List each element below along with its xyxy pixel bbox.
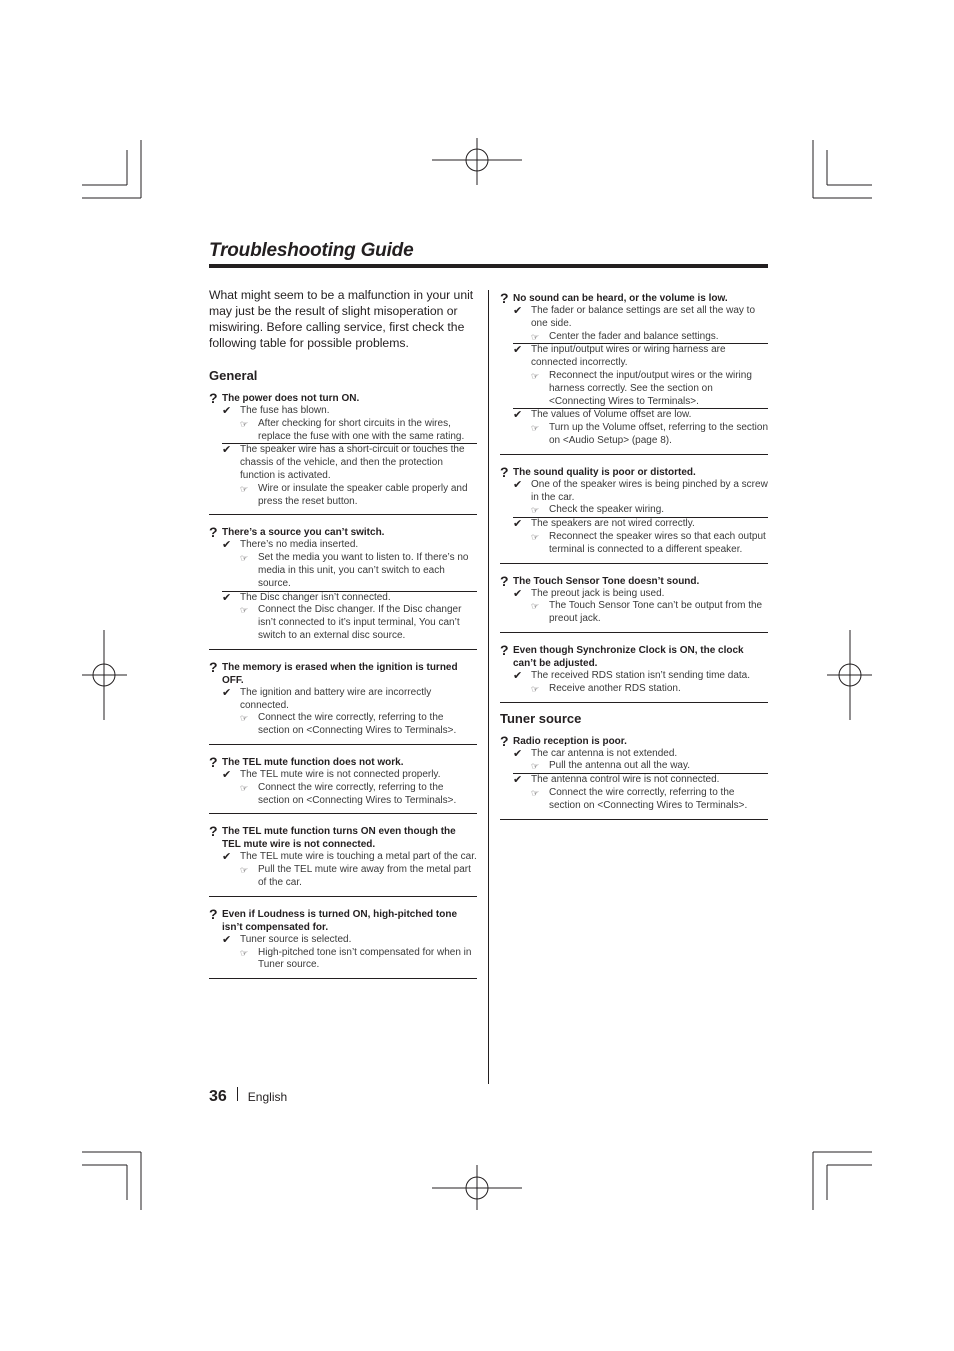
footer-language: English — [247, 1090, 288, 1104]
check-mark-icon: ✔ — [222, 591, 232, 604]
trouble-item-tel-mute-on — [209, 820, 477, 896]
question-mark-icon: ? — [500, 572, 509, 589]
footer-separator — [237, 1087, 238, 1101]
question-mark-icon: ? — [209, 753, 218, 770]
cause-text: One of the speaker wires is being pinched by a screw in the car. — [531, 478, 768, 503]
check-mark-icon: ✔ — [222, 444, 232, 457]
cause-text: The speaker wire has a short-circuit or touches the chassis of the vehicle, and then the protection function is activated. — [240, 444, 465, 481]
solution-text: The Touch Sensor Tone can’t be output from the preout jack. — [549, 600, 763, 625]
check-mark-icon: ✔ — [222, 768, 232, 781]
solution-text: Pull the antenna out all the way. — [549, 760, 691, 772]
solution-text: Turn up the Volume offset, referring to the section on <Audio Setup> (page 8). — [549, 422, 769, 446]
symptom-title: The TEL mute function does not work. — [222, 756, 404, 768]
solution-text: Reconnect the speaker wires so that each output terminal is connected to a different speaker. — [549, 530, 766, 555]
pointing-hand-icon: ☞ — [531, 683, 540, 694]
question-mark-icon: ? — [209, 658, 218, 675]
symptom-title: The Touch Sensor Tone doesn’t sound. — [513, 575, 700, 587]
check-mark-icon: ✔ — [513, 305, 523, 317]
solution-text: Pull the TEL mute wire away from the metal part of the car. — [258, 864, 471, 888]
symptom-title: The power does not turn ON. — [222, 393, 360, 404]
cause-text: The car antenna is not extended. — [531, 747, 678, 759]
pointing-hand-icon: ☞ — [531, 601, 540, 612]
pointing-hand-icon: ☞ — [240, 418, 249, 429]
pointing-hand-icon: ☞ — [531, 331, 540, 342]
cause-text: The input/output wires or wiring harness are connected incorrectly. — [531, 344, 726, 369]
solution-text: High-pitched tone isn’t compensated for when in Tuner source. — [258, 946, 472, 971]
pointing-hand-icon: ☞ — [531, 423, 540, 434]
symptom-title: Even if Loudness is turned ON, high-pitched tone isn’t compensated for. — [222, 908, 458, 933]
cause-text: Tuner source is selected. — [240, 933, 352, 945]
check-mark-icon: ✔ — [513, 344, 523, 357]
check-mark-icon: ✔ — [222, 686, 232, 699]
pointing-hand-icon: ☞ — [531, 505, 540, 516]
cause-text: The received RDS station isn’t sending time data. — [531, 669, 750, 681]
pointing-hand-icon: ☞ — [240, 605, 249, 616]
symptom-title: No sound can be heard, or the volume is low. — [513, 293, 728, 304]
pointing-hand-icon: ☞ — [240, 947, 249, 958]
cause-text: The Disc changer isn’t connected. — [240, 591, 391, 603]
column-divider — [488, 290, 489, 1084]
cause-text: The fuse has blown. — [240, 405, 330, 416]
cause-text: The fader or balance settings are set all the way to one side. — [531, 305, 756, 329]
cause-text: There’s no media inserted. — [240, 539, 359, 551]
page-title: Troubleshooting Guide — [209, 240, 414, 261]
pointing-hand-icon: ☞ — [240, 553, 249, 564]
pointing-hand-icon: ☞ — [531, 370, 540, 381]
check-mark-icon: ✔ — [513, 747, 523, 760]
pointing-hand-icon: ☞ — [240, 713, 249, 724]
cause-text: The TEL mute wire is touching a metal part of the car. — [240, 851, 477, 863]
solution-text: Connect the wire correctly, referring to the section on <Connecting Wires to Terminals>. — [258, 781, 457, 806]
solution-text: Receive another RDS station. — [549, 682, 681, 694]
trouble-item-clock — [500, 639, 768, 703]
check-mark-icon: ✔ — [513, 669, 523, 682]
section-heading-tuner: Tuner source — [500, 710, 582, 726]
right-column — [500, 287, 768, 826]
pointing-hand-icon: ☞ — [240, 865, 249, 876]
question-mark-icon: ? — [500, 732, 509, 749]
cause-text: The antenna control wire is not connected. — [531, 774, 720, 786]
symptom-title: Even though Synchronize Clock is ON, the clock can’t be adjusted. — [513, 644, 744, 669]
pointing-hand-icon: ☞ — [531, 761, 540, 772]
pointing-hand-icon: ☞ — [240, 483, 249, 494]
check-mark-icon: ✔ — [513, 409, 523, 422]
symptom-title: The sound quality is poor or distorted. — [513, 466, 696, 478]
trouble-item-source — [209, 521, 477, 649]
check-mark-icon: ✔ — [513, 478, 523, 491]
check-mark-icon: ✔ — [222, 405, 232, 417]
question-mark-icon: ? — [209, 390, 218, 406]
solution-text: Center the fader and balance settings. — [549, 330, 719, 342]
check-mark-icon: ✔ — [222, 933, 232, 946]
trouble-item-radio — [500, 730, 768, 820]
pointing-hand-icon: ☞ — [531, 787, 540, 798]
solution-text: After checking for short circuits in the wires, replace the fuse with one with the same rating. — [258, 417, 465, 442]
check-mark-icon: ✔ — [222, 851, 232, 864]
solution-text: Wire or insulate the speaker cable properly and press the reset button. — [258, 482, 468, 507]
question-mark-icon: ? — [209, 823, 218, 840]
cause-text: The values of Volume offset are low. — [531, 409, 692, 421]
trouble-item-touch-sensor — [500, 570, 768, 633]
symptom-title: The TEL mute function turns ON even though the TEL mute wire is not connected. — [222, 826, 456, 851]
question-mark-icon: ? — [500, 463, 509, 480]
trouble-item-tel-mute — [209, 751, 477, 814]
solution-text: Check the speaker wiring. — [549, 504, 665, 516]
section-heading-general: General — [209, 368, 258, 383]
solution-text: Set the media you want to listen to. If there’s no media in this unit, you can’t switch to each source. — [258, 552, 469, 589]
check-mark-icon: ✔ — [222, 539, 232, 552]
trouble-item-power — [209, 387, 477, 515]
page-number: 36 — [209, 1088, 227, 1105]
question-mark-icon: ? — [500, 641, 509, 658]
trouble-item-no-sound — [500, 287, 768, 455]
trouble-item-sound-quality — [500, 461, 768, 564]
check-mark-icon: ✔ — [513, 774, 523, 787]
title-rule — [209, 264, 768, 268]
symptom-title: There’s a source you can’t switch. — [222, 527, 385, 539]
cause-text: The preout jack is being used. — [531, 587, 665, 599]
cause-text: The TEL mute wire is not connected properly. — [240, 768, 441, 780]
trouble-item-memory — [209, 656, 477, 745]
pointing-hand-icon: ☞ — [531, 531, 540, 542]
symptom-title: Radio reception is poor. — [513, 735, 627, 747]
solution-text: Reconnect the input/output wires or the wiring harness correctly. See the section on <Connecting Wires to Terminals>. — [549, 369, 752, 407]
pointing-hand-icon: ☞ — [240, 782, 249, 793]
symptom-title: The memory is erased when the ignition is turned OFF. — [222, 661, 458, 686]
cause-text: The ignition and battery wire are incorrectly connected. — [240, 686, 432, 711]
solution-text: Connect the wire correctly, referring to the section on <Connecting Wires to Terminals>. — [549, 786, 748, 811]
question-mark-icon: ? — [500, 290, 509, 306]
check-mark-icon: ✔ — [513, 518, 523, 531]
check-mark-icon: ✔ — [513, 587, 523, 600]
solution-text: Connect the wire correctly, referring to the section on <Connecting Wires to Terminals>. — [258, 712, 457, 737]
trouble-item-loudness — [209, 903, 477, 979]
intro-paragraph: What might seem to be a malfunction in your unit may just be the result of slight misoperation or miswiring. Before calling service, first check the following table for possible problems. — [209, 288, 474, 350]
page-footer — [209, 1087, 287, 1106]
cause-text: The speakers are not wired correctly. — [531, 518, 695, 530]
solution-text: Connect the Disc changer. If the Disc changer isn’t connected to it’s input terminal, You can’t switch to an external disc source. — [258, 604, 462, 641]
question-mark-icon: ? — [209, 905, 218, 922]
left-column — [209, 287, 477, 985]
question-mark-icon: ? — [209, 524, 218, 541]
